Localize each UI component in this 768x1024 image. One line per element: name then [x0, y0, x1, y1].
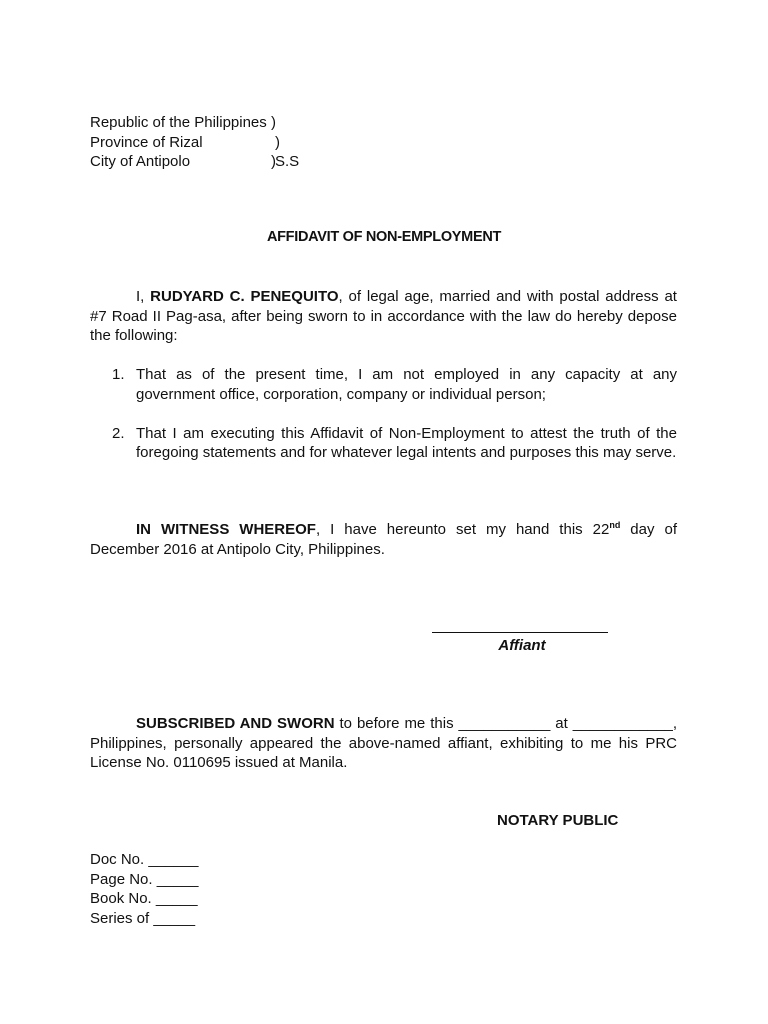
document-title: AFFIDAVIT OF NON-EMPLOYMENT	[266, 229, 502, 245]
venue-country: Republic of the Philippines )	[90, 114, 276, 131]
venue-paren: )	[271, 153, 276, 170]
book-no-line: Book No. _____	[90, 890, 198, 907]
statement-number: 2.	[112, 424, 125, 442]
venue-province: Province of Rizal	[90, 133, 203, 151]
witness-lead: IN WITNESS WHEREOF	[136, 521, 316, 538]
page-no-line: Page No. _____	[90, 870, 199, 888]
statement-text: That I am executing this Affidavit of Non-Employment to attest the truth of the foregoing statements and for whatever legal intents and purposes this may serve.	[136, 424, 677, 461]
venue-city: City of Antipolo	[90, 153, 191, 170]
venue-line	[90, 113, 276, 133]
intro-paragraph	[90, 287, 677, 346]
jurat-paragraph	[90, 714, 677, 773]
intro-prefix: I,	[136, 288, 151, 305]
intro-text: , of legal age, married and with postal address at #7 Road II Pag-asa, after being sworn to in accordance with the law do hereby depose the following:	[90, 288, 677, 344]
doc-no-line: Doc No. ______	[90, 851, 199, 868]
statement-text: That as of the present time, I am not employed in any capacity at any government office, corporation, company or individual person;	[136, 366, 677, 403]
witness-text-end: day of December 2016 at Antipolo City, Philippines.	[90, 521, 677, 558]
notary-label: NOTARY PUBLIC	[497, 812, 619, 829]
venue-line	[90, 152, 276, 172]
statement-item	[90, 365, 677, 404]
signature-line	[432, 632, 608, 633]
statement-number: 1.	[112, 366, 125, 383]
venue-ss-marker: ) S.S	[275, 133, 300, 170]
statements-list	[90, 365, 677, 463]
notarial-registry	[90, 850, 198, 928]
affiant-label: Affiant	[498, 637, 546, 654]
witness-paragraph	[90, 520, 677, 559]
series-line: Series of _____	[90, 909, 196, 927]
jurat-text: to before me this ___________ at ____________, Philippines, personally appeared the above-named affiant, exhibiting to me his PRC License No. 0110695 issued at Manila.	[90, 715, 677, 771]
jurat-lead: SUBSCRIBED AND SWORN	[136, 715, 335, 732]
date-ordinal: nd	[609, 520, 621, 530]
venue-block	[90, 113, 300, 172]
statement-item	[90, 424, 677, 463]
witness-text: , I have hereunto set my hand this 22	[315, 521, 610, 538]
affiant-name: RUDYARD C. PENEQUITO	[150, 288, 339, 305]
